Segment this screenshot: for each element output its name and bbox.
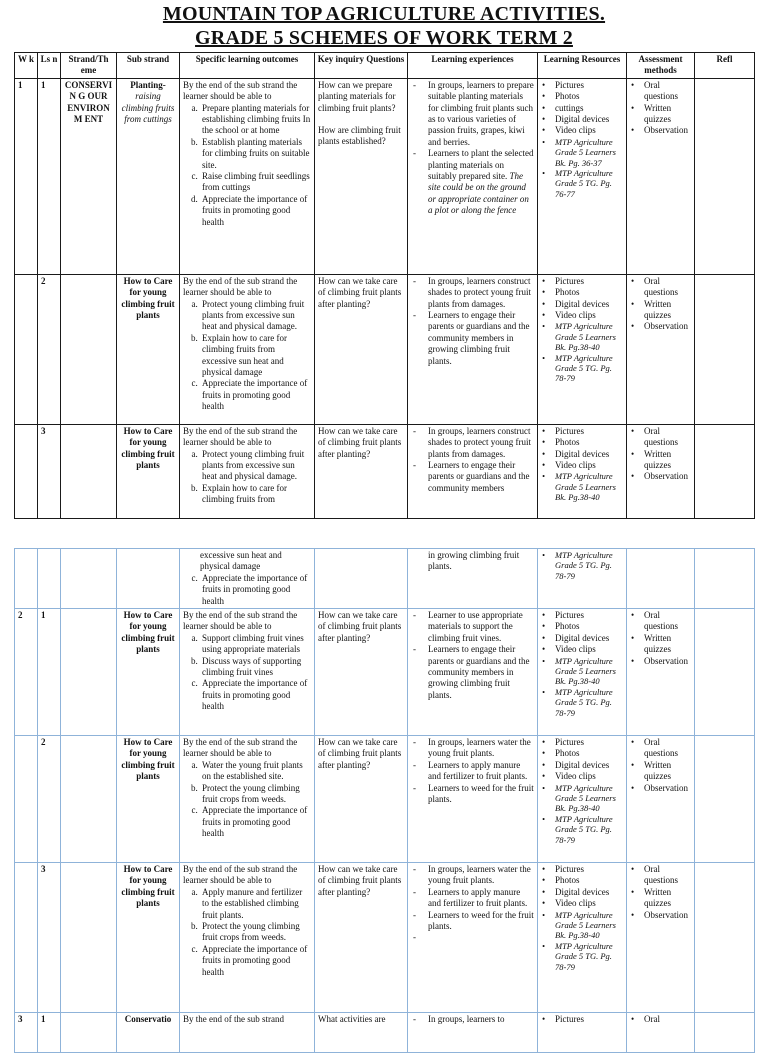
outcome-continuation: excessive sun heat and physical damage (200, 550, 282, 572)
assessment-cell (627, 274, 695, 424)
experience-item: - Learners to apply manure and fertilizer to fruit plants. (411, 887, 534, 910)
header-lesson: Ls n (38, 53, 61, 79)
resource-item: • MTP Agriculture Grade 5 Learners Bk. Pg.38-40 (541, 471, 623, 502)
outcomes-cell (180, 274, 315, 424)
resource-item: • Photos (541, 287, 623, 298)
assessment-item: • Observation (630, 471, 691, 482)
assessment-cell (627, 863, 695, 1013)
resource-item: • Pictures (541, 426, 623, 437)
assessment-item: • Written quizzes (630, 633, 691, 656)
outcome-intro: By the end of the sub strand the learner should be able to (183, 79, 298, 102)
assessment-cell (627, 78, 695, 274)
week-cell (15, 274, 38, 424)
outcome-list (183, 299, 311, 413)
experience-note: The site could be on the ground or appropriate container on a plot or along the fence (428, 171, 529, 216)
resource-item: • Video clips (541, 771, 623, 782)
scheme-table-page-1 (14, 52, 755, 519)
assessment-list (630, 737, 691, 794)
resource-item: • Digital devices (541, 449, 623, 460)
assessment-list (630, 80, 691, 137)
experience-item: - In groups, learners water the young fruit plants. (411, 864, 534, 887)
outcome-item: b. Explain how to care for climbing fruits from (200, 483, 311, 506)
lesson-cell: 2 (38, 274, 61, 424)
resource-item: • MTP Agriculture Grade 5 Learners Bk. Pg. 36-37 (541, 137, 623, 168)
resource-item: • Digital devices (541, 887, 623, 898)
assessment-item: • Observation (630, 910, 691, 921)
resource-item: • Photos (541, 91, 623, 102)
resources-cell (538, 424, 627, 518)
resources-cell (538, 1013, 627, 1053)
resource-item: • MTP Agriculture Grade 5 TG. Pg. 76-77 (541, 168, 623, 199)
experiences-cell (408, 549, 538, 609)
assessment-list (630, 864, 691, 921)
outcome-list (183, 449, 311, 506)
resources-cell (538, 736, 627, 863)
resource-item: • MTP Agriculture Grade 5 Learners Bk. Pg.38-40 (541, 783, 623, 814)
strand-cell: CONSERVIN G OUR ENVIRONM ENT (61, 78, 117, 274)
assessment-cell (627, 549, 695, 609)
table-row (15, 549, 755, 609)
resources-cell (538, 863, 627, 1013)
inquiry-question: How can we take care of climbing fruit plants after planting? (318, 275, 402, 309)
lesson-cell: 3 (38, 863, 61, 1013)
resource-item: • MTP Agriculture Grade 5 Learners Bk. Pg.38-40 (541, 910, 623, 941)
table-row (15, 609, 755, 736)
header-assessment: Assessment methods (627, 53, 695, 79)
outcome-list (183, 887, 311, 978)
resource-item: • MTP Agriculture Grade 5 TG. Pg. 78-79 (541, 687, 623, 718)
outcome-intro: By the end of the sub strand (183, 1014, 284, 1025)
inquiry-question: How can we take care of climbing fruit plants after planting? (318, 425, 402, 459)
resource-item: • cuttings (541, 103, 623, 114)
experience-list (411, 426, 534, 494)
experience-item: - Learners to weed for the fruit plants. (411, 783, 534, 806)
assessment-cell (627, 609, 695, 736)
header-outcomes: Specific learning outcomes (180, 53, 315, 79)
outcome-intro: By the end of the sub strand the learner should be able to (183, 275, 298, 298)
week-cell (15, 424, 38, 518)
experience-list (411, 276, 534, 367)
resource-item: • Photos (541, 437, 623, 448)
lesson-cell: 3 (38, 424, 61, 518)
resource-item: • Digital devices (541, 299, 623, 310)
title-line-1: MOUNTAIN TOP AGRICULTURE ACTIVITIES. (162, 3, 606, 25)
outcome-item: b. Protect the young climbing fruit crops from weeds. (200, 783, 311, 806)
experiences-cell (408, 863, 538, 1013)
strand-cell (61, 863, 117, 1013)
reflection-cell (695, 736, 755, 863)
resource-item: • Video clips (541, 460, 623, 471)
outcome-item: b. Protect the young climbing fruit crops from weeds. (200, 921, 311, 944)
resource-list (541, 864, 623, 972)
outcomes-cell (180, 736, 315, 863)
outcomes-cell (180, 863, 315, 1013)
experience-continuation: in growing climbing fruit plants. (428, 550, 520, 572)
table-row (15, 863, 755, 1013)
inquiry-cell (315, 736, 408, 863)
table-row (15, 736, 755, 863)
table-row (15, 274, 755, 424)
resources-cell (538, 609, 627, 736)
assessment-cell (627, 736, 695, 863)
outcome-item: c. Appreciate the importance of fruits in promoting good health (200, 573, 311, 607)
experience-item: - Learners to engage their parents or guardians and the community members in growing climbing fruit plants. (411, 310, 534, 367)
resource-item: • MTP Agriculture Grade 5 Learners Bk. Pg.38-40 (541, 321, 623, 352)
experience-item: - In groups, learners water the young fruit plants. (411, 737, 534, 760)
resource-list (541, 426, 623, 503)
inquiry-cell (315, 424, 408, 518)
experiences-cell (408, 424, 538, 518)
outcome-item: a. Protect young climbing fruit plants from excessive sun heat and physical damage. (200, 449, 311, 483)
inquiry-cell (315, 609, 408, 736)
resources-cell (538, 549, 627, 609)
resource-item: • Pictures (541, 610, 623, 621)
inquiry-question: How can we take care of climbing fruit plants after planting? (318, 737, 402, 770)
sub-strand-cell (117, 549, 180, 609)
lesson-cell: 1 (38, 78, 61, 274)
resource-list (541, 276, 623, 384)
experience-list (411, 737, 534, 805)
inquiry-question: How can we take care of climbing fruit plants after planting? (318, 610, 402, 643)
resource-item: • Pictures (541, 1014, 623, 1025)
assessment-cell (627, 424, 695, 518)
assessment-list (630, 426, 691, 483)
lesson-cell: 2 (38, 736, 61, 863)
sub-strand-cell (117, 78, 180, 274)
week-cell (15, 549, 38, 609)
outcome-item: a. Protect young climbing fruit plants from excessive sun heat and physical damage. (200, 299, 311, 333)
outcomes-cell (180, 424, 315, 518)
outcome-item: a. Apply manure and fertilizer to the established climbing fruit plants. (200, 887, 311, 921)
assessment-item: • Written quizzes (630, 299, 691, 322)
resource-item: • Pictures (541, 276, 623, 287)
assessment-list (630, 276, 691, 333)
header-strand: Strand/Th eme (61, 53, 117, 79)
inquiry-question: How can we take care of climbing fruit plants after planting? (318, 864, 402, 897)
outcome-item: a. Support climbing fruit vines using appropriate materials (200, 633, 311, 656)
experience-list (411, 864, 534, 932)
outcome-item: c. Appreciate the importance of fruits in promoting good health (200, 678, 311, 712)
resource-item: • Video clips (541, 644, 623, 655)
inquiry-question: What activities are (318, 1014, 386, 1025)
outcome-list (183, 573, 311, 607)
reflection-cell (695, 424, 755, 518)
outcome-item: c. Appreciate the importance of fruits in promoting good health (200, 805, 311, 839)
outcomes-cell (180, 549, 315, 609)
resource-item: • Digital devices (541, 114, 623, 125)
resource-item: • Pictures (541, 737, 623, 748)
assessment-item: • Oral questions (630, 737, 691, 760)
strand-cell (61, 736, 117, 863)
experience-list (411, 610, 534, 701)
assessment-item: • Observation (630, 656, 691, 667)
header-resources: Learning Resources (538, 53, 627, 79)
week-cell (15, 736, 38, 863)
experience-text: Learners to plant the selected planting materials on suitably prepared site. (428, 148, 534, 182)
inquiry-cell (315, 863, 408, 1013)
resource-item: • Pictures (541, 80, 623, 91)
assessment-item: • Oral questions (630, 80, 691, 103)
outcomes-cell (180, 1013, 315, 1053)
header-week: W k (15, 53, 38, 79)
experience-item (411, 148, 534, 216)
sub-strand-title: Planting- (130, 79, 166, 90)
assessment-item: • Written quizzes (630, 887, 691, 910)
outcome-item: c. Appreciate the importance of fruits in promoting good health (200, 378, 311, 412)
reflection-cell (695, 1013, 755, 1053)
experience-item: - In groups, learners construct shades to protect young fruit plants from damages. (411, 276, 534, 310)
resource-list (541, 610, 623, 718)
outcome-list (183, 633, 311, 713)
reflection-cell (695, 549, 755, 609)
inquiry-question: How can we prepare planting materials for climbing fruit plants? (318, 79, 396, 113)
resource-item: • Video clips (541, 898, 623, 909)
resource-item: • Video clips (541, 310, 623, 321)
experiences-cell (408, 1013, 538, 1053)
table-row (15, 1013, 755, 1053)
experiences-cell (408, 736, 538, 863)
reflection-cell (695, 274, 755, 424)
resource-item: • Pictures (541, 864, 623, 875)
strand-cell (61, 424, 117, 518)
assessment-list (630, 610, 691, 667)
experience-item (411, 80, 534, 148)
strand-cell (61, 274, 117, 424)
assessment-item: • Oral questions (630, 864, 691, 887)
week-cell (15, 863, 38, 1013)
outcome-intro: By the end of the sub strand the learner should be able to (183, 737, 298, 759)
resource-item: • Photos (541, 748, 623, 759)
resource-item: • Photos (541, 621, 623, 632)
lesson-cell: 1 (38, 609, 61, 736)
sub-strand-cell: How to Care for young climbing fruit plants (117, 274, 180, 424)
week-cell: 2 (15, 609, 38, 736)
assessment-item: • Oral questions (630, 276, 691, 299)
resources-cell (538, 78, 627, 274)
outcome-item: b. Discuss ways of supporting climbing fruit vines (200, 656, 311, 679)
resource-item: • Digital devices (541, 633, 623, 644)
resource-item: • MTP Agriculture Grade 5 TG. Pg. 78-79 (541, 353, 623, 384)
assessment-item: • Oral questions (630, 426, 691, 449)
header-reflection: Refl (695, 53, 755, 79)
experience-item: - Learners to apply manure and fertilizer to fruit plants. (411, 760, 534, 783)
assessment-item: • Written quizzes (630, 103, 691, 126)
outcome-list (183, 103, 311, 228)
table-row (15, 78, 755, 274)
experiences-cell (408, 78, 538, 274)
resource-list (541, 737, 623, 845)
scheme-table-page-2 (14, 548, 755, 1053)
outcome-list (183, 760, 311, 840)
document-title (0, 2, 768, 50)
week-cell: 1 (15, 78, 38, 274)
outcome-intro: By the end of the sub strand the learner should be able to (183, 425, 298, 448)
resource-item: • MTP Agriculture Grade 5 TG. Pg. 78-79 (541, 814, 623, 845)
inquiry-cell (315, 274, 408, 424)
sub-strand-detail: raising climbing fruits from cuttings (121, 91, 175, 125)
inquiry-cell (315, 78, 408, 274)
experiences-cell (408, 274, 538, 424)
lesson-cell (38, 549, 61, 609)
outcome-intro: By the end of the sub strand the learner should be able to (183, 864, 298, 886)
outcome-item: c. Raise climbing fruit seedlings from cuttings (200, 171, 311, 194)
reflection-cell (695, 863, 755, 1013)
experiences-cell (408, 609, 538, 736)
experience-item: - Learners to weed for the fruit plants. (411, 910, 534, 933)
outcome-item: b. Explain how to care for climbing fruits from excessive sun heat and physical damage (200, 333, 311, 379)
outcomes-cell (180, 609, 315, 736)
sub-strand-cell: How to Care for young climbing fruit plants (117, 424, 180, 518)
header-sub-strand: Sub strand (117, 53, 180, 79)
sub-strand-cell: How to Care for young climbing fruit plants (117, 863, 180, 1013)
reflection-cell (695, 78, 755, 274)
assessment-item: • Written quizzes (630, 449, 691, 472)
assessment-item: • Observation (630, 321, 691, 332)
experience-item: - Learners to engage their parents or guardians and the community members in growing climbing fruit plants. (411, 644, 534, 701)
experience-list (411, 80, 534, 217)
assessment-item: • Observation (630, 783, 691, 794)
assessment-item: • Oral questions (630, 610, 691, 633)
strand-cell (61, 1013, 117, 1053)
assessment-item: • Observation (630, 125, 691, 136)
assessment-item: • Written quizzes (630, 760, 691, 783)
table-header-row (15, 53, 755, 79)
outcome-item: d. Appreciate the importance of fruits in promoting good health (200, 194, 311, 228)
inquiry-question: How are climbing fruit plants established? (318, 125, 401, 147)
inquiry-cell (315, 1013, 408, 1053)
assessment-item: • Oral (630, 1014, 691, 1025)
outcome-item: a. Water the young fruit plants on the established site. (200, 760, 311, 783)
outcome-item: b. Establish planting materials for climbing fruits on suitable site. (200, 137, 311, 171)
lesson-cell: 1 (38, 1013, 61, 1053)
outcomes-cell (180, 78, 315, 274)
inquiry-cell (315, 549, 408, 609)
outcome-item: c. Appreciate the importance of fruits in promoting good health (200, 944, 311, 978)
resource-item: • Digital devices (541, 760, 623, 771)
outcome-item: a. Prepare planting materials for establishing climbing fruits In the school or at home (200, 103, 311, 137)
strand-cell (61, 609, 117, 736)
resource-list (541, 80, 623, 199)
resource-list (541, 550, 623, 581)
sub-strand-cell: Conservatio (117, 1013, 180, 1053)
resources-cell (538, 274, 627, 424)
sub-strand-cell: How to Care for young climbing fruit plants (117, 609, 180, 736)
title-line-2: GRADE 5 SCHEMES OF WORK TERM 2 (195, 27, 573, 49)
experience-item: - In groups, learners to (411, 1014, 534, 1025)
reflection-cell (695, 609, 755, 736)
assessment-cell (627, 1013, 695, 1053)
resource-item: • MTP Agriculture Grade 5 Learners Bk. Pg.38-40 (541, 656, 623, 687)
week-cell: 3 (15, 1013, 38, 1053)
sub-strand-cell: How to Care for young climbing fruit plants (117, 736, 180, 863)
resource-item: • MTP Agriculture Grade 5 TG. Pg. 78-79 (541, 550, 623, 581)
resource-item: • MTP Agriculture Grade 5 TG. Pg. 78-79 (541, 941, 623, 972)
experience-item: - Learner to use appropriate materials to support the climbing fruit vines. (411, 610, 534, 644)
outcome-intro: By the end of the sub strand the learner should be able to (183, 610, 298, 632)
resource-item: • Photos (541, 875, 623, 886)
experience-item: - Learners to engage their parents or guardians and the community members (411, 460, 534, 494)
strand-cell (61, 549, 117, 609)
table-row (15, 424, 755, 518)
resource-item: • Video clips (541, 125, 623, 136)
header-inquiry: Key inquiry Questions (315, 53, 408, 79)
experience-text: In groups, learners to prepare suitable planting materials for climbing fruit plants such as to various varieties of passion fruits, grapes, kiwi and berries. (428, 79, 534, 147)
header-experiences: Learning experiences (408, 53, 538, 79)
experience-item: - In groups, learners construct shades to protect young fruit plants from damages. (411, 426, 534, 460)
